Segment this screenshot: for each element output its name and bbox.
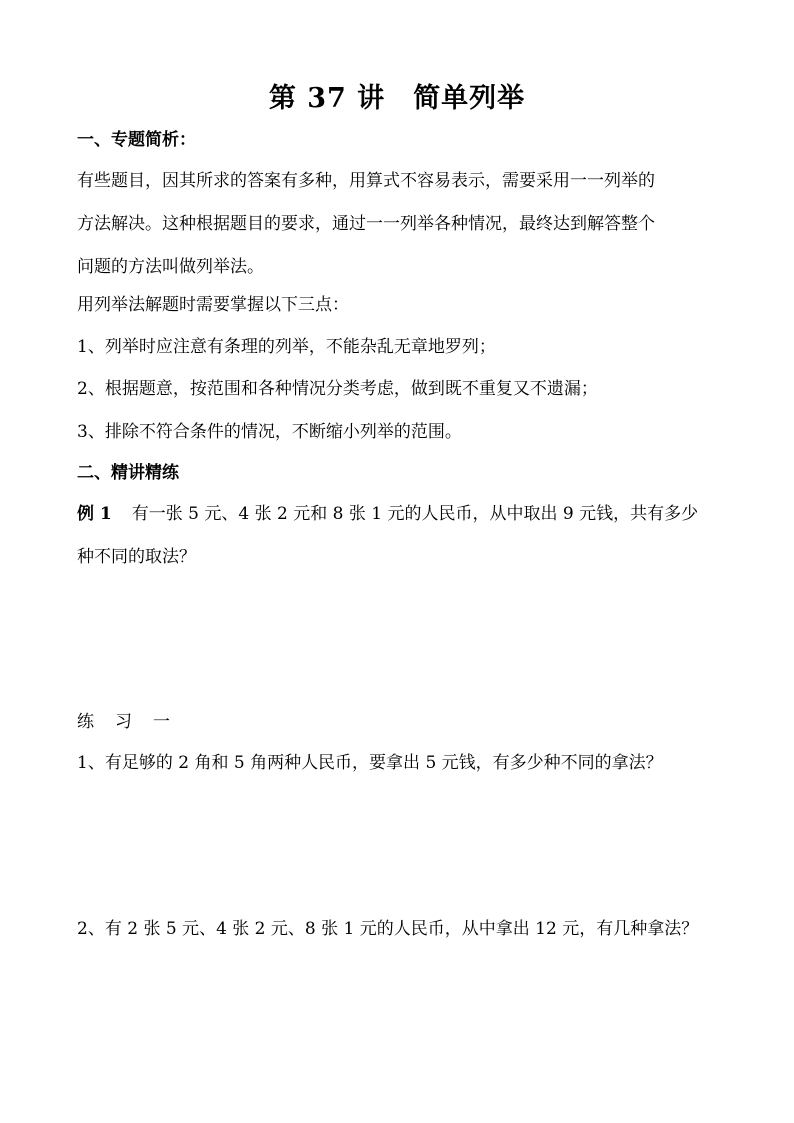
- example-1-line-2: 种不同的取法？: [77, 547, 196, 567]
- section1-para-line-1: 有些题目，因其所求的答案有多种，用算式不容易表示，需要采用一一列举的: [77, 171, 655, 191]
- example-1-line-1: [77, 503, 698, 525]
- title-lecture-number: 第 37 讲: [268, 83, 386, 114]
- point-1: 1、列举时应注意有条理的列举，不能杂乱无章地罗列；: [77, 337, 496, 357]
- page-title: [0, 82, 794, 116]
- practice-heading: [77, 711, 191, 733]
- section1-para-line-2: 方法解决。这种根据题目的要求，通过一一列举各种情况，最终达到解答整个: [77, 214, 655, 234]
- practice-question-2: 2、有 2 张 5 元、4 张 2 元、8 张 1 元的人民币，从中拿出 12 元，有几种拿法？: [77, 919, 699, 939]
- section1-heading: 一、专题简析：: [77, 130, 196, 150]
- practice-question-1: 1、有足够的 2 角和 5 角两种人民币，要拿出 5 元钱，有多少种不同的拿法？: [77, 753, 663, 773]
- practice-heading-char-1: 练: [77, 712, 94, 732]
- example-text-1: 有一张 5 元、4 张 2 元和 8 张 1 元的人民币，从中取出 9 元钱，共有多少: [131, 504, 699, 524]
- point-2: 2、根据题意，按范围和各种情况分类考虑，做到既不重复又不遗漏；: [77, 379, 598, 399]
- example-label: 例 1: [77, 504, 112, 524]
- practice-heading-char-2: 习: [115, 712, 132, 732]
- point-3: 3、排除不符合条件的情况，不断缩小列举的范围。: [77, 422, 462, 442]
- title-topic: 简单列举: [413, 83, 526, 114]
- practice-heading-char-3: 一: [153, 712, 170, 732]
- section1-para-line-3: 问题的方法叫做列举法。: [77, 257, 264, 277]
- section1-intro: 用列举法解题时需要掌握以下三点：: [77, 295, 349, 315]
- section2-heading: 二、精讲精练: [77, 463, 179, 483]
